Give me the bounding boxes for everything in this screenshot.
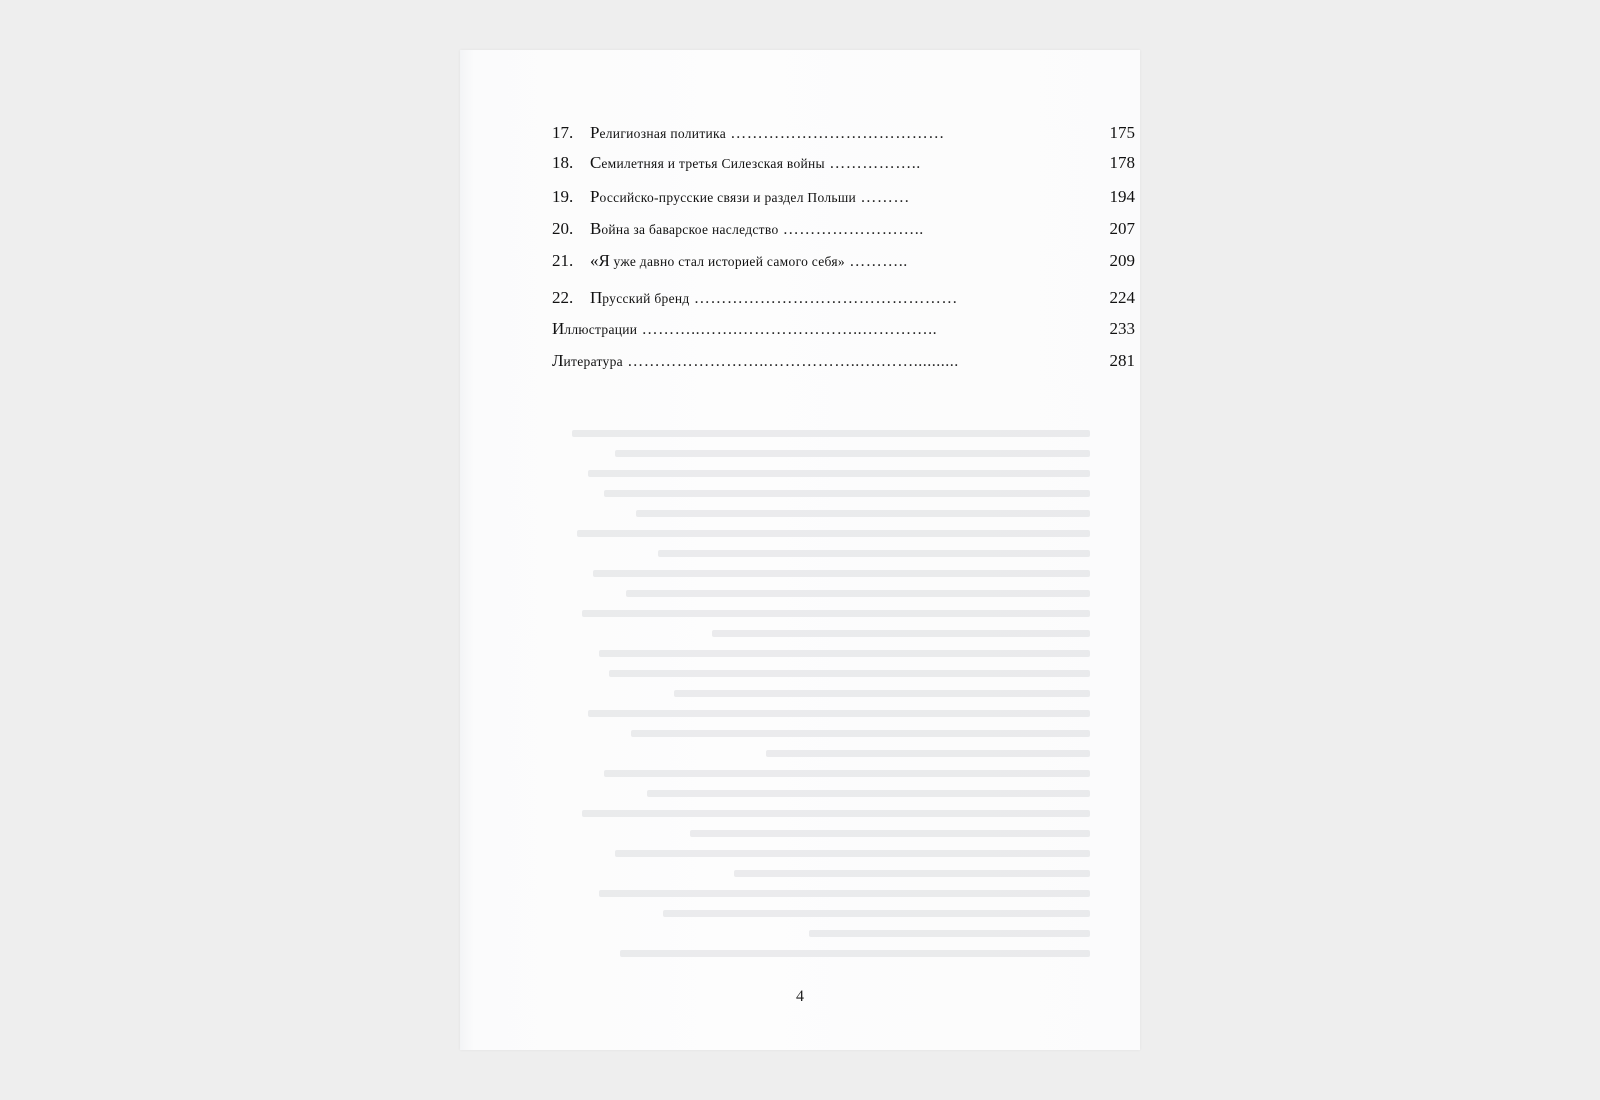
toc-entry-title: «Я уже давно стал историей самого себя» ……….. [590,251,908,270]
page-number: 4 [796,988,804,1005]
toc-entry-title: Религиозная политика ………………………………… [590,123,945,142]
show-through-text [550,430,1090,990]
toc-entry-title: Прусский бренд ………………………………………… [590,288,958,307]
toc-entry[interactable] [552,248,1135,274]
toc-entry-number: 17. [552,123,574,142]
toc-entry[interactable] [552,120,1135,146]
toc-entry-number: 19. [552,187,574,206]
toc-leader-dots: ………..…….…………………..………….. [641,321,938,338]
book-page [460,50,1140,1050]
toc-entry-page: 194 [1109,187,1135,206]
toc-entry-page: 207 [1109,219,1135,238]
toc-entry-page: 178 [1109,153,1135,172]
toc-leader-dots: ………………………………………… [693,290,958,307]
toc-entry-illustrations[interactable] [552,316,1135,342]
toc-entry-number: 20. [552,219,574,238]
toc-entry-title: Литература ……………………..……………..….…….......... [552,351,959,370]
toc-leader-dots: ……….. [849,253,908,270]
toc-entry-page: 233 [1109,319,1135,338]
toc-entry-literature[interactable] [552,348,1135,374]
toc-leader-dots: ……… [860,189,910,206]
toc-entry-page: 224 [1109,288,1135,307]
toc-leader-dots: ……………………..……………..….…….......... [627,353,959,370]
toc-entry-number: 21. [552,251,574,270]
toc-leader-dots: ………………………………… [730,125,945,142]
toc-entry-title: Иллюстрации ………..…….…………………..………….. [552,319,938,338]
toc-entry-page: 209 [1109,251,1135,270]
toc-entry[interactable] [552,285,1135,311]
toc-entry[interactable] [552,184,1135,210]
toc-entry[interactable] [552,216,1135,242]
toc-leader-dots: …………….. [829,155,921,172]
toc-entry-title: Война за баварское наследство …………………….. [590,219,924,238]
toc-entry-title: Семилетняя и третья Силезская войны …………….. [590,153,921,172]
toc-entry-number: 22. [552,288,574,307]
toc-leader-dots: …………………….. [782,221,924,238]
toc-entry-number: 18. [552,153,574,172]
toc-entry-title: Российско-прусские связи и раздел Польши ……… [590,187,910,206]
toc-entry-page: 175 [1109,123,1135,142]
toc-entry-page: 281 [1109,351,1135,370]
toc-entry[interactable] [552,150,1135,176]
